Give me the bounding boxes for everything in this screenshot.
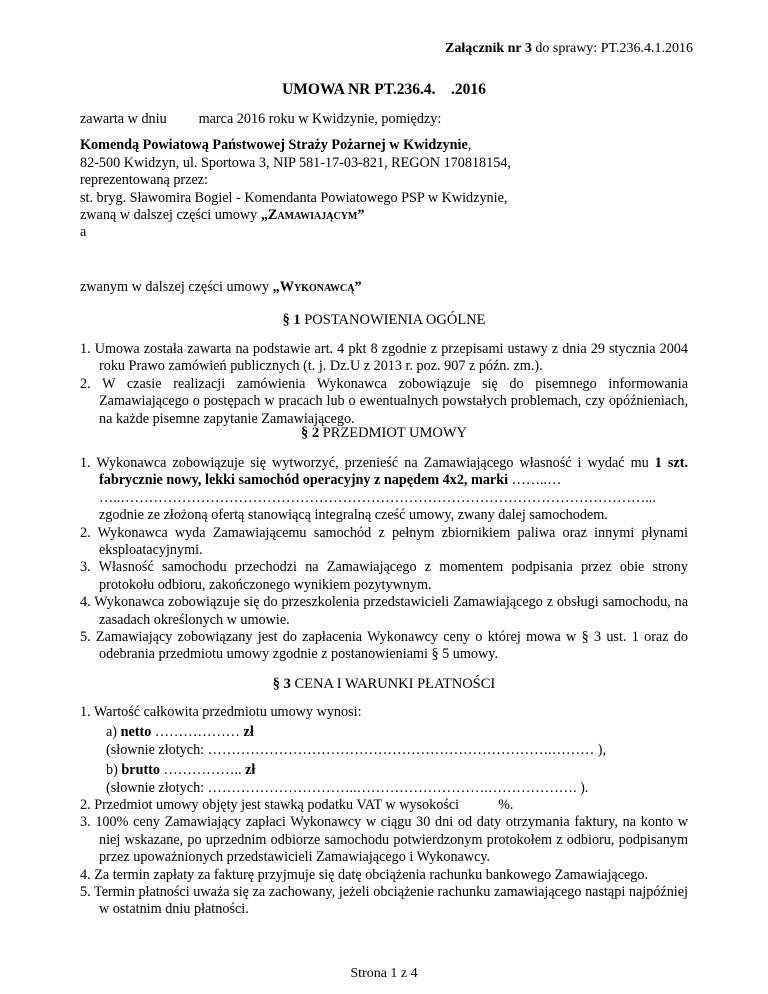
item-text: 1. Wykonawca zobowiązuje się wytworzyć, przenieść na Zamawiającego własność i wydać mu (80, 455, 655, 471)
section-2-sign: § 2 (300, 425, 320, 441)
intro-line: zawarta w dniu marca 2016 roku w Kwidzynie, pomiędzy: (80, 111, 442, 127)
brand-blank: ……..… (508, 472, 562, 489)
contractor-line (80, 279, 688, 296)
party-line (80, 137, 688, 154)
party-name: Komendą Powiatową Państwowej Straży Pożarnej w Kwidzynie (80, 137, 468, 154)
section-3-heading (0, 676, 768, 693)
wykonawca-name: „Wykonawcą” (272, 279, 362, 295)
section-3-title: CENA I WARUNKI PŁATNOŚCI (290, 676, 496, 692)
section-1-title: POSTANOWIENIA OGÓLNE (300, 312, 486, 328)
called-line (80, 207, 688, 224)
section-3-item: 1. Wartość całkowita przedmiotu umowy wynosi: (80, 704, 362, 720)
netto-label: a) (106, 724, 121, 741)
attachment-number: Załącznik nr 3 (445, 41, 532, 56)
section-1-item: 1. Umowa została zawarta na podstawie art. 4 pkt 8 zgodnie z przepisami ustawy z dnia 29 stycznia 2004 roku Prawo zamówień publicznych (t. j. Dz.U z 2013 r. poz. 907 z późn. zm.). (80, 341, 688, 375)
zamawiajacy-name: „Zamawiającym” (260, 207, 365, 224)
section-2-heading (0, 425, 768, 442)
section-3-item: 4. Za termin zapłaty za fakturę przyjmuje się datę obciążenia rachunku bankowego Zamawiającego. (80, 866, 649, 883)
section-2-body (80, 455, 688, 664)
case-reference: do sprawy: PT.236.4.1.2016 (531, 41, 693, 56)
item-text: zgodnie ze złożoną ofertą stanowiącą integralną cześć umowy, zwany dalej samochodem. (99, 507, 608, 524)
brutto-line (80, 762, 688, 779)
intro-block (80, 111, 688, 242)
section-1-item: 2. W czasie realizacji zamówienia Wykonawca zobowiązuje się do pisemnego informowania Zamawiającego o postępach w pracach lub o ewentualnych powstałych problemach, czy opóźnieniach, na każde pisemne zapytanie Zamawiającego. (80, 375, 688, 427)
section-2-item-1 (80, 455, 688, 525)
and-word: a (80, 224, 87, 241)
section-2-item: 2. Wykonawca wyda Zamawiającemu samochód z pełnym zbiornikiem paliwa oraz innymi płynami eksploatacyjnymi. (80, 524, 688, 559)
netto-line (80, 724, 688, 741)
section-3-body (80, 704, 688, 919)
brutto-word: brutto (121, 762, 160, 779)
representative: st. bryg. Sławomira Bogiel - Komendanta Powiatowego PSP w Kwidzynie, (80, 189, 508, 206)
section-1-heading (0, 312, 768, 329)
section-2-title: PRZEDMIOT UMOWY (319, 425, 468, 441)
vehicle-description: 1 szt. fabrycznie nowy, lekki samochód operacyjny z napędem 4x2, marki (99, 455, 688, 489)
section-2-item: 5. Zamawiający zobowiązany jest do zapłacenia Wykonawcy ceny o której mowa w § 3 ust. 1 oraz do odebrania przedmiotu umowy zgodnie z postanowieniami § 5 umowy. (80, 629, 688, 663)
brutto-blank: …………….. (160, 762, 242, 779)
section-3-item: 2. Przedmiot umowy objęty jest stawką podatku VAT w wysokości %. (80, 797, 514, 814)
section-2-item: 4. Wykonawca zobowiązuje się do przeszkolenia przedstawicieli Zamawiającego z obsługi samochodu, na zasadach określonych w umowie. (80, 594, 688, 628)
section-3-item: 3. 100% ceny Zamawiający zapłaci Wykonawcy w ciągu 30 dni od daty otrzymania faktury, na konto w niej wskazane, po uprzednim odbiorze samochodu potwierdzonym protokołem z odbioru, podpisanym przez upoważnionych przedstawicieli Zamawiającego i Wykonawcy. (80, 814, 688, 866)
section-2-item: 3. Własność samochodu przechodzi na Zamawiającego z momentem podpisania przez obie strony protokołu odbioru, zakończonego wynikiem pozytywnym. (80, 559, 688, 593)
attachment-header (445, 40, 693, 57)
contract-title: UMOWA NR PT.236.4. .2016 (282, 81, 486, 98)
section-1-body (80, 341, 688, 428)
netto-word: netto (120, 724, 152, 741)
party-name-tail: , (467, 137, 472, 154)
called-prefix: zwaną w dalszej części umowy (80, 207, 261, 224)
brutto-label: b) (106, 762, 122, 779)
represented-label: reprezentowaną przez: (80, 172, 208, 189)
netto-unit: zł (243, 724, 254, 741)
brand-blank-line: …..…………………………………………………………………………………………………... (99, 489, 656, 506)
section-3-sign: § 3 (272, 676, 291, 692)
contractor-prefix: zwanym w dalszej części umowy (80, 279, 273, 295)
netto-words: (słownie złotych: ……………………………………………………………….……… ), (106, 741, 607, 758)
netto-blank: ……………… (151, 724, 244, 741)
section-1-sign: § 1 (282, 312, 301, 328)
page-number: Strona 1 z 4 (350, 966, 418, 981)
brutto-unit: zł (241, 762, 256, 779)
party-address: 82-500 Kwidzyn, ul. Sportowa 3, NIP 581-17-03-821, REGON 170818154, (80, 154, 511, 171)
section-3-item: 5. Termin płatności uważa się za zachowany, jeżeli obciążenie rachunku zamawiającego nastąpi najpóźniej w ostatnim dniu płatności. (80, 884, 688, 918)
brutto-words: (słownie złotych: …………………………..……………………….………………. ). (106, 779, 589, 796)
